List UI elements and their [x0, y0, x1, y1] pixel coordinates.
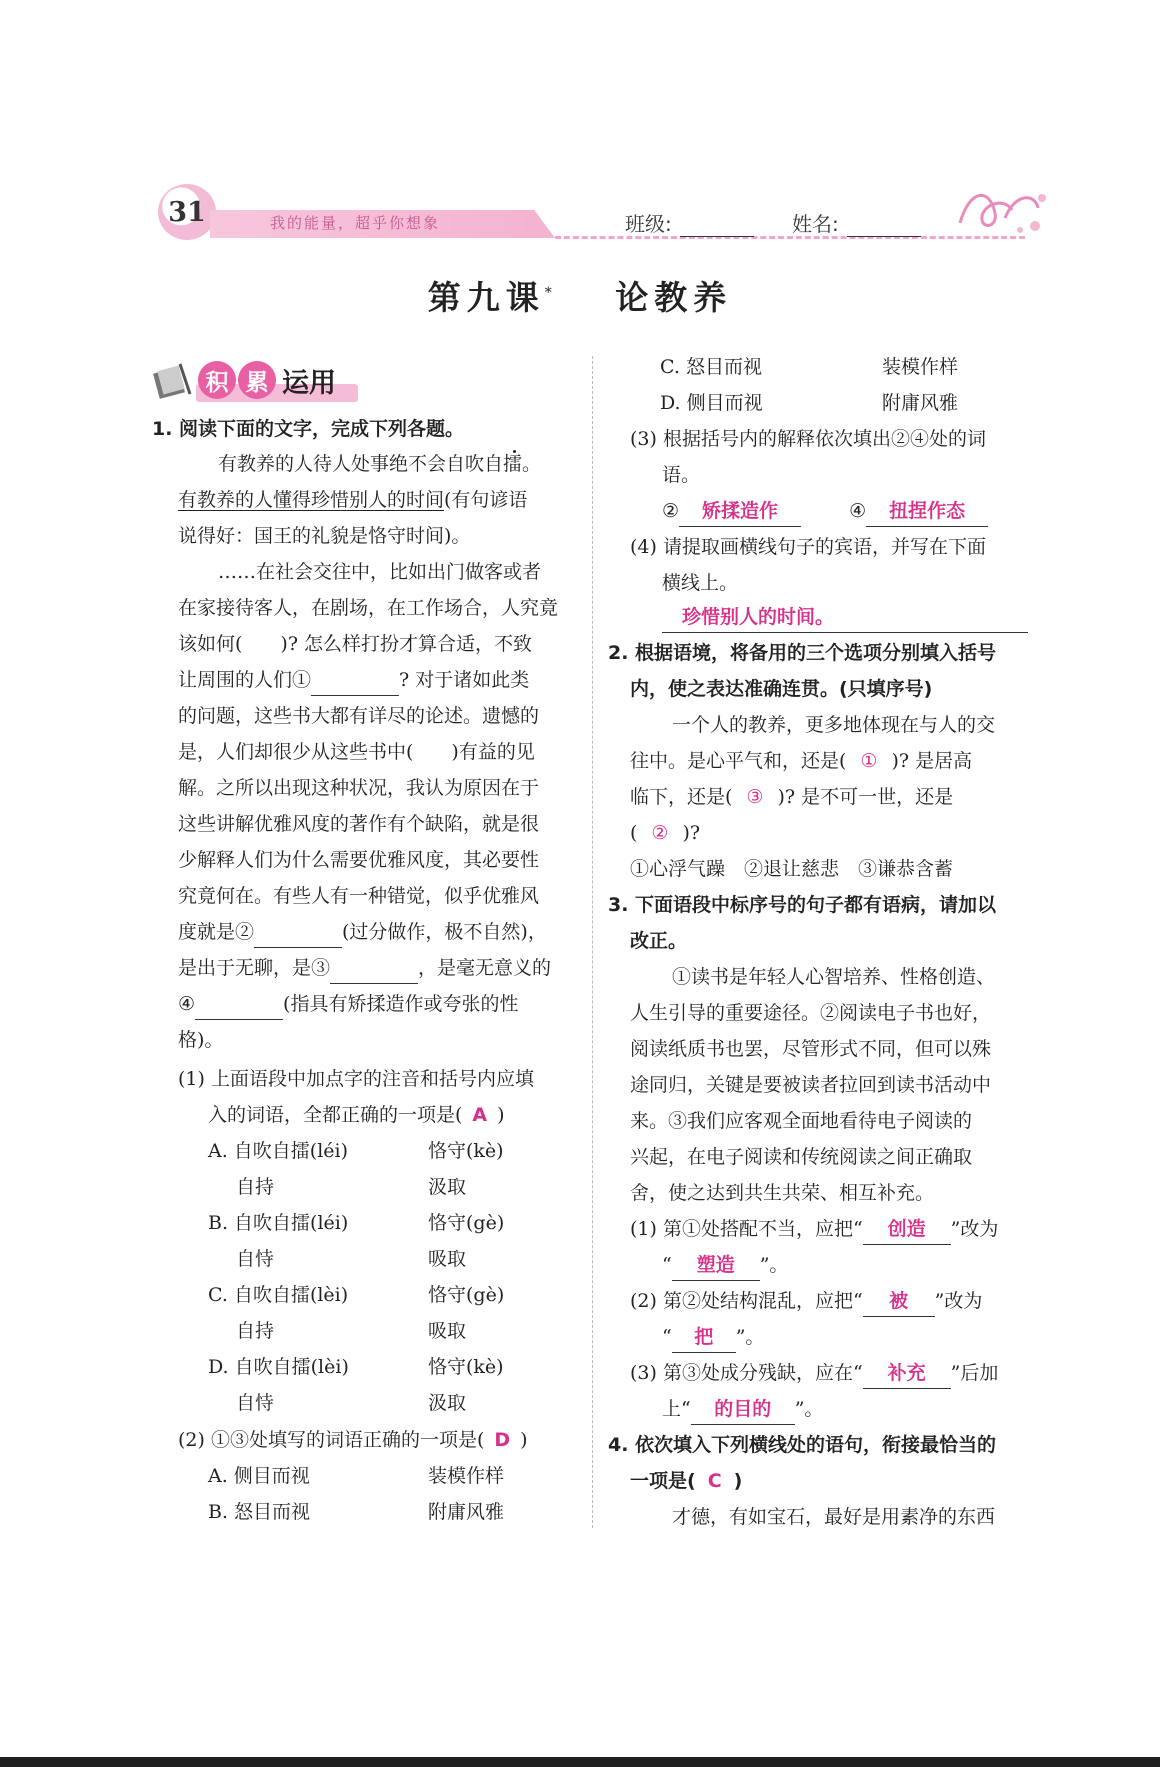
q1-sub1-answer: A: [472, 1104, 488, 1126]
answer-blank-4[interactable]: 扭捏作态: [866, 496, 988, 527]
sub2-option-a[interactable]: A. 侧目而视: [208, 1465, 310, 1487]
blank-1[interactable]: [311, 665, 399, 696]
q1-sub2-stem: (2) ①③处填写的词语正确的一项是( D ): [178, 1429, 528, 1451]
q1-sub3-stem: (3) 根据括号内的解释依次填出②④处的词: [630, 428, 986, 450]
section-char-2: 累: [238, 361, 276, 399]
q1-p2-line: 究竟何在。有些人有一种错觉，似乎优雅风: [178, 885, 540, 907]
q3-s1-answer-a[interactable]: 创造: [863, 1214, 951, 1245]
q2-text: 一个人的教养，更多地体现在与人的交: [672, 714, 996, 736]
q3-text: 阅读纸质书也罢，尽管形式不同，但可以殊: [630, 1038, 992, 1060]
q1-p2-line: 是出于无聊，是③ ，是毫无意义的: [178, 953, 551, 984]
q1-p2-line: 在家接待客人，在剧场，在工作场合，人究竟: [178, 597, 559, 619]
blank-3[interactable]: [330, 953, 418, 984]
lesson-number: 第九课: [427, 278, 545, 317]
flourish-decoration-icon: [950, 178, 1050, 238]
column-divider: [592, 356, 593, 1528]
q3-text: 兴起，在电子阅读和传统阅读之间正确取: [630, 1146, 973, 1168]
page-number: 31: [168, 196, 206, 228]
q2-stem: 2. 根据语境，将备用的三个选项分别填入括号: [608, 642, 997, 664]
q4-text: 才德，有如宝石，最好是用素净的东西: [672, 1506, 996, 1528]
lesson-title: [0, 272, 1160, 319]
name-blank[interactable]: [847, 212, 921, 237]
q1-p2-line: 格)。: [178, 1029, 224, 1051]
option-c[interactable]: C. 自吹自擂(lèi): [208, 1284, 349, 1306]
q1-sub4-answer[interactable]: 珍惜别人的时间。: [662, 602, 1028, 633]
name-field[interactable]: [792, 208, 921, 237]
option-d-word: 汲取: [428, 1392, 467, 1414]
option-c-word: 吸取: [428, 1320, 467, 1342]
q3-s1b: “ 塑造 ”。: [662, 1250, 788, 1281]
q1-p1-line3: 说得好：国王的礼貌是恪守时间)。: [178, 525, 471, 547]
underlined-sentence: 有教养的人懂得珍惜别人的时间: [178, 489, 445, 511]
option-b-word: 自恃: [236, 1248, 275, 1270]
sub2-option-c[interactable]: C. 怒目而视: [660, 356, 762, 378]
option-a-word: 恪守(kè): [428, 1140, 504, 1162]
q3-s2: (2) 第②处结构混乱，应把“ 被 ”改为: [630, 1286, 982, 1317]
q3-s2b: “ 把 ”。: [662, 1322, 764, 1353]
q1-p2-line: ……在社会交往中，比如出门做客或者: [218, 561, 542, 583]
q1-sub2-answer: D: [494, 1429, 511, 1451]
lesson-subtitle: 论教养: [615, 278, 733, 317]
q1-p2-line: 度就是② (过分做作，极不自然)，: [178, 917, 547, 948]
sub2-option-b[interactable]: B. 怒目而视: [208, 1501, 311, 1523]
sub2-option-b-word: 附庸风雅: [428, 1501, 505, 1523]
q1-p2-line: 该如何( )? 怎么样打扮才算合适，不致: [178, 633, 533, 655]
q2-stem: 内，使之表达准确连贯。(只填序号): [630, 678, 933, 700]
q2-options: ①心浮气躁 ②退让慈悲 ③谦恭含蓄: [630, 858, 954, 880]
q1-sub1-stem: (1) 上面语段中加点字的注音和括号内应填: [178, 1068, 534, 1090]
q3-s1: (1) 第①处搭配不当，应把“ 创造 ”改为: [630, 1214, 998, 1245]
q1-p2-line: 是，人们却很少从这些书中( )有益的见: [178, 741, 535, 763]
q2-answer-3: ②: [651, 822, 669, 844]
option-c-word: 自持: [236, 1320, 275, 1342]
q1-sub3-stem: 语。: [662, 464, 701, 486]
option-a-word: 汲取: [428, 1176, 467, 1198]
blank-4[interactable]: [195, 989, 283, 1020]
q1-p2-line: 这些讲解优雅风度的著作有个缺陷，就是很: [178, 813, 540, 835]
option-b-word: 吸取: [428, 1248, 467, 1270]
book-pen-icon: [152, 360, 194, 400]
q3-text: 人生引导的重要途径。②阅读电子书也好，: [630, 1002, 992, 1024]
q3-text: ①读书是年轻人心智培养、性格创造、: [672, 966, 996, 988]
section-char-1: 积: [198, 361, 236, 399]
q1-sub4-stem: (4) 请提取画横线句子的宾语，并写在下面: [630, 536, 986, 558]
option-a[interactable]: A. 自吹自擂(léi): [208, 1140, 349, 1162]
option-d-word: 恪守(kè): [428, 1356, 504, 1378]
page-number-badge: [158, 184, 216, 240]
q3-text: 来。③我们应客观全面地看待电子阅读的: [630, 1110, 973, 1132]
answer-blank-2[interactable]: 矫揉造作: [679, 496, 801, 527]
sub2-option-d-word: 附庸风雅: [882, 392, 959, 414]
q3-s3-answer-b[interactable]: 的目的: [691, 1394, 795, 1425]
name-label: 姓名:: [792, 212, 839, 236]
class-blank[interactable]: [680, 212, 754, 237]
q3-text: 途同归，关键是要被读者拉回到读书活动中: [630, 1074, 992, 1096]
bottom-bar: [0, 1757, 1160, 1767]
q1-p2-line: ④ (指具有矫揉造作或夸张的性: [178, 989, 518, 1020]
q1-p1-line1: 有教养的人待人处事绝不会自吹自擂。: [218, 453, 542, 475]
q1-p2-line: 少解释人们为什么需要优雅风度，其必要性: [178, 849, 540, 871]
q3-s2-answer-b[interactable]: 把: [672, 1322, 736, 1353]
q2-answer-2: ③: [746, 786, 764, 808]
q4-stem: 一项是( C ): [630, 1470, 743, 1492]
sub2-option-d[interactable]: D. 侧目而视: [660, 392, 763, 414]
option-b-word: 恪守(gè): [428, 1212, 505, 1234]
q3-stem: 3. 下面语段中标序号的句子都有语病，请加以: [608, 894, 997, 916]
q1-sub4-stem: 横线上。: [662, 572, 739, 594]
option-c-word: 恪守(gè): [428, 1284, 505, 1306]
q3-text: 舍，使之达到共生共荣、相互补充。: [630, 1182, 935, 1204]
q1-sub4-answer-line: [662, 602, 1028, 633]
q1-sub3-answers: ② 矫揉造作 ④ 扭捏作态: [662, 496, 988, 527]
q4-answer: C: [707, 1470, 722, 1492]
q2-text: ( ② )?: [630, 822, 701, 844]
option-d[interactable]: D. 自吹自擂(lèi): [208, 1356, 349, 1378]
q1-p2-line: 的问题，这些书大都有详尽的论述。遗憾的: [178, 705, 540, 727]
sub2-option-a-word: 装模作样: [428, 1465, 505, 1487]
q2-text: 往中。是心平气和，还是( ① )? 是居高: [630, 750, 973, 772]
section-rest: 运用: [282, 367, 336, 399]
sub2-option-c-word: 装模作样: [882, 356, 959, 378]
lesson-mark: *: [544, 285, 558, 301]
section-heading: [152, 356, 336, 404]
option-b[interactable]: B. 自吹自擂(léi): [208, 1212, 349, 1234]
slogan: 我的能量，超乎你想象: [270, 214, 441, 232]
class-field[interactable]: [625, 208, 754, 237]
q1-p2-line: 让周围的人们① ? 对于诸如此类: [178, 665, 529, 696]
q1-sub1-stem: 入的词语，全都正确的一项是( A ): [208, 1104, 505, 1126]
q1-p2-line: 解。之所以出现这种状况，我认为原因在于: [178, 777, 540, 799]
q4-stem: 4. 依次填入下列横线处的语句，衔接最恰当的: [608, 1434, 997, 1456]
blank-2[interactable]: [254, 917, 342, 948]
q3-s3b: 上“ 的目的 ”。: [630, 1394, 823, 1425]
q3-s1-answer-b[interactable]: 塑造: [672, 1250, 760, 1281]
q1-stem: 1. 阅读下面的文字，完成下列各题。: [152, 418, 465, 440]
q3-stem: 改正。: [630, 930, 688, 952]
dotted-char: 擂: [503, 453, 523, 475]
q3-s2-answer-a[interactable]: 被: [863, 1286, 935, 1317]
q1-p1-line2: 有教养的人懂得珍惜别人的时间(有句谚语: [178, 489, 528, 511]
q3-s3: (3) 第③处成分残缺，应在“ 补充 ”后加: [630, 1358, 998, 1389]
q3-s3-answer-a[interactable]: 补充: [863, 1358, 951, 1389]
option-d-word: 自恃: [236, 1392, 275, 1414]
q2-answer-1: ①: [860, 750, 878, 772]
q2-text: 临下，还是( ③ )? 是不可一世，还是: [630, 786, 954, 808]
option-a-word: 自持: [236, 1176, 275, 1198]
class-label: 班级:: [625, 212, 672, 236]
